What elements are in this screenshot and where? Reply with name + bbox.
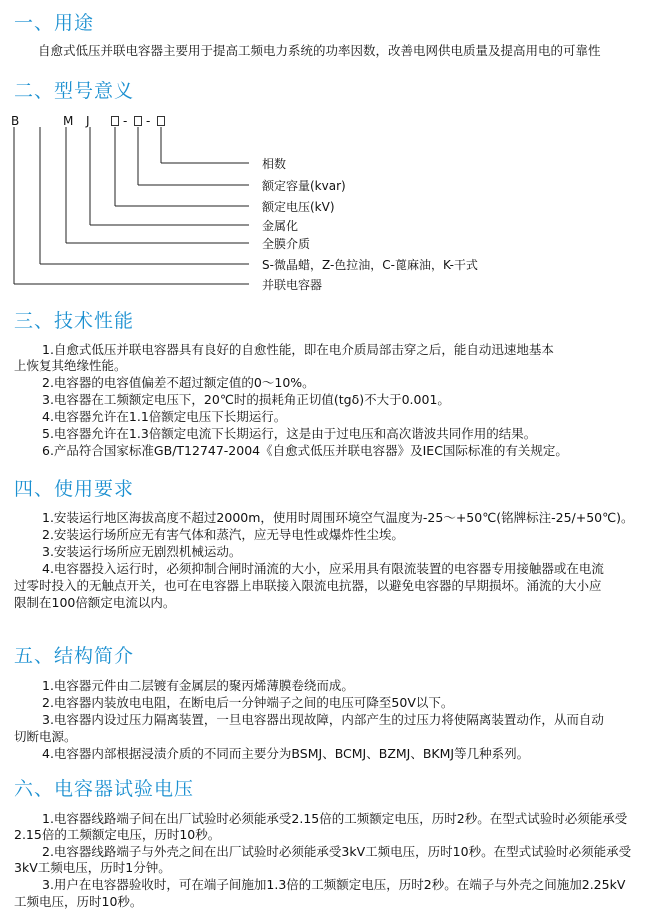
test-item-1-cont: 2.15倍的工频额定电压，历时10秒。 — [14, 827, 221, 842]
tech-item-4: 4.电容器允许在1.1倍额定电压下长期运行。 — [42, 409, 287, 424]
tech-item-6: 6.产品符合国家标准GB/T12747-2004《自愈式低压并联电容器》及IEC国际标准的有关规定。 — [42, 443, 568, 458]
structure-item-1: 1.电容器元件由二层镀有金属层的聚丙烯薄膜卷绕而成。 — [42, 678, 354, 693]
usage-item-1: 1.安装运行地区海拔高度不超过2000m，使用时周围环境空气温度为-25～+50℃(铭牌标注-25/+50℃)。 — [42, 510, 634, 525]
usage-item-4-cont-1: 过零时投入的无触点开关，也可在电容器上串联接入限流电抗器，以避免电容器的早期损坏。涌流的大小应 — [14, 578, 602, 593]
section-2-title: 二、型号意义 — [14, 80, 135, 102]
code-letter-m: M — [63, 114, 74, 128]
label-impregnant: S-微晶蜡，Z-色拉油，C-蓖麻油，K-干式 — [262, 258, 478, 272]
label-full-film: 全膜介质 — [262, 237, 311, 251]
label-phase: 相数 — [262, 157, 287, 171]
label-shunt-capacitor: 并联电容器 — [262, 278, 323, 292]
tech-item-2: 2.电容器的电容值偏差不超过额定值的0～10%。 — [42, 375, 315, 390]
section-5-title: 五、结构简介 — [14, 645, 135, 667]
structure-item-4: 4.电容器内部根据浸渍介质的不同而主要分为BSMJ、BCMJ、BZMJ、BKMJ等几种系列。 — [42, 746, 530, 761]
tech-item-3: 3.电容器在工频额定电压下，20℃时的损耗角正切值(tgδ)不大于0.001。 — [42, 392, 450, 407]
structure-item-3-cont: 切断电源。 — [14, 729, 77, 744]
section-1-title: 一、用途 — [14, 12, 95, 34]
tech-item-1: 1.自愈式低压并联电容器具有良好的自愈性能，即在电介质局部击穿之后，能自动迅速地基本 — [42, 342, 554, 357]
label-rated-capacity: 额定容量(kvar) — [262, 179, 346, 193]
section-4-title: 四、使用要求 — [14, 478, 135, 500]
usage-item-2: 2.安装运行场所应无有害气体和蒸汽，应无导电性或爆炸性尘埃。 — [42, 527, 404, 542]
code-dash-2: - — [146, 114, 151, 128]
label-metallized: 金属化 — [262, 219, 299, 233]
test-item-2: 2.电容器线路端子与外壳之间在出厂试验时必须能承受3kV工频电压，历时10秒。在型式试验时必须能承受 — [42, 844, 632, 859]
label-rated-voltage: 额定电压(kV) — [262, 200, 335, 214]
code-dash-1: - — [123, 114, 128, 128]
usage-item-4: 4.电容器投入运行时，必须抑制合闸时涌流的大小，应采用具有限流装置的电容器专用接触器或在电流 — [42, 561, 604, 576]
code-letter-j: J — [86, 114, 90, 128]
test-item-1: 1.电容器线路端子间在出厂试验时必须能承受2.15倍的工频额定电压，历时2秒。在型式试验时必须能承受 — [42, 811, 628, 826]
test-item-3: 3.用户在电容器验收时，可在端子间施加1.3倍的工频额定电压，历时2秒。在端子与外壳之间施加2.25kV — [42, 877, 626, 892]
tech-item-5: 5.电容器允许在1.3倍额定电流下长期运行，这是由于过电压和高次谐波共同作用的结果。 — [42, 426, 537, 441]
usage-item-4-cont-2: 限制在100倍额定电流以内。 — [14, 595, 176, 610]
section-3-title: 三、技术性能 — [14, 310, 135, 332]
structure-item-2: 2.电容器内装放电电阻，在断电后一分钟端子之间的电压可降至50V以下。 — [42, 695, 454, 710]
usage-item-3: 3.安装运行场所应无剧烈机械运动。 — [42, 544, 242, 559]
test-item-2-cont: 3kV工频电压，历时1分钟。 — [14, 860, 171, 875]
section-6-title: 六、电容器试验电压 — [14, 778, 195, 800]
tech-item-1-cont: 上恢复其绝缘性能。 — [14, 358, 127, 373]
model-code-leader-lines — [0, 0, 658, 300]
section-1-text: 自愈式低压并联电容器主要用于提高工频电力系统的功率因数，改善电网供电质量及提高用电的可靠性 — [38, 43, 601, 58]
test-item-3-cont: 工频电压，历时10秒。 — [14, 894, 143, 909]
code-letter-b: B — [11, 114, 20, 128]
structure-item-3: 3.电容器内设过压力隔离装置，一旦电容器出现故障，内部产生的过压力将使隔离装置动作，从而自动 — [42, 712, 604, 727]
